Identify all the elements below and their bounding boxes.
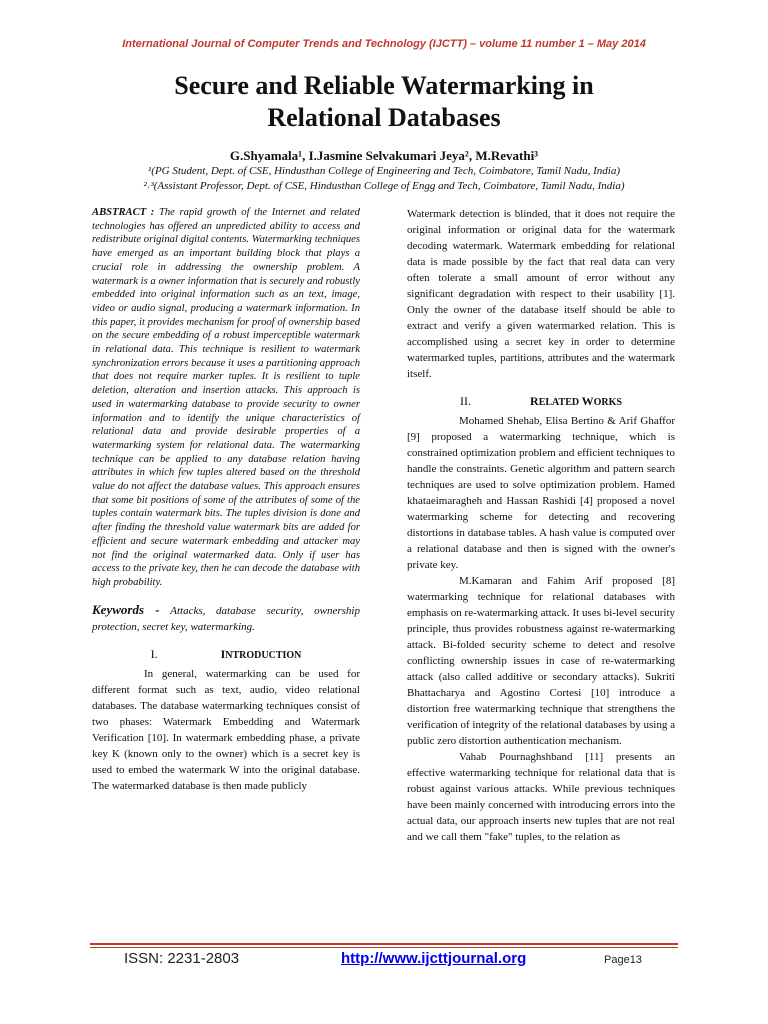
heading-initial-2: W: [581, 394, 594, 408]
heading-rest-2: ORKS: [593, 397, 622, 408]
intro-continuation: Watermark detection is blinded, that it does not require the original information or original data for the watermark decoding watermark. Watermark embedding for relational data is made possible by the fact that real data can very often tolerate a small amount of error without any significant degradation with respect to their usability [1]. Only the owner of the database itself should be able to extract and verify a given watermarked relation. This is accomplished using a secret key in order to determine watermarked tuples, partitions, attributes and the watermark itself.: [407, 208, 675, 380]
footer-divider: [90, 943, 678, 945]
heading-initial: I: [220, 646, 226, 661]
affiliation-1: ¹(PG Student, Dept. of CSE, Hindusthan College of Engineering and Tech, Coimbatore, Tamil Nadu, India): [147, 165, 620, 177]
section-heading-introduction: [92, 647, 360, 662]
intro-paragraph: In general, watermarking can be used for different format such as text, audio, video relational databases. The database watermarking techniques consist of two phases: Watermark Embedding and Watermark Verification [10]. In watermark embedding phase, a private key K (known only to the owner) which is a secret key is used to embed the watermark W into the original database. The watermarked database is then made publicly: [92, 667, 360, 792]
keywords-text: Attacks, database security, ownership protection, secret key, watermarking.: [92, 604, 360, 633]
section-number: I.: [150, 646, 158, 661]
paper-title: [60, 70, 708, 134]
title-line-1: Secure and Reliable Watermarking in: [174, 71, 594, 100]
footer-divider-thin: [90, 947, 678, 948]
heading-rest: ELATED: [538, 397, 582, 408]
abstract-label: ABSTRACT :: [92, 207, 155, 218]
related-paragraph-1: Mohamed Shehab, Elisa Bertino & Arif Ghaffor [9] proposed a watermarking technique, which is constrained optimization problem and efficient techniques to handle the constraints. Genetic algorithm and pattern search techniques are used to solve optimization problem. Hamed khataeimaragheh and Hassan Rashidi [4] proposed a novel watermarking scheme for detecting and recovering distortions in database tables. A hash value is computed over a relational database and then is signed with the owner's private key.: [407, 415, 675, 571]
abstract: [92, 206, 360, 590]
affiliation-2: ²˒³(Assistant Professor, Dept. of CSE, Hindusthan College of Engg and Tech, Coimbatore, Tamil Nadu, India): [143, 180, 625, 192]
heading-initial: R: [530, 394, 539, 408]
abstract-text: The rapid growth of the Internet and related technologies has offered an unpredicted ability to access and redistribute original digital contents. Watermarking techniques have emerged as an important building block that plays a crucial role in addressing the ownership problem. A watermark is a owner information that is securely and robustly embedded into original information such as an text, image, video or audio signal, producing a watermark information. In this paper, it provides mechanism for proof of ownership based on the secure embedding of a robust imperceptible watermark in relational data. This technique is resilient to watermark synchronization errors because it uses a partitioning approach that does not require marker tuples. It is resilient to tuple deletion, alteration and insertion attacks. This approach is used in watermarking database to provide security to owner information and to identify the unique characteristics of relational data and provide desirable properties of a watermarking system for relational data. The watermarking technique can be applied to any database relation having attributes in which few tuples altered based on the threshold value do not affect the database values. This approach ensures that some bit positions of some of the attributes of some of the tuples contain watermark bits. The tuples division is done and after finding the threshold value watermark bits are added for efficient and secure watermark embedding and attacker may not find the original watermarked data. Only if user has access to the private key, then he can decode the database with high probability.: [92, 207, 360, 588]
title-line-2: Relational Databases: [267, 103, 501, 132]
section-heading-related-works: [407, 394, 675, 409]
journal-url-link[interactable]: http://www.ijcttjournal.org: [341, 950, 527, 967]
section-number: II.: [460, 394, 472, 408]
authors: G.Shyamala¹, I.Jasmine Selvakumari Jeya², M.Revathi³: [229, 148, 539, 163]
keywords-label: Keywords -: [92, 601, 160, 617]
page-number: Page13: [604, 954, 642, 966]
heading-rest: NTRODUCTION: [225, 649, 302, 661]
right-column: [407, 206, 675, 845]
issn: ISSN: 2231-2803: [124, 950, 240, 967]
related-paragraph-3: Vahab Pournaghshband [11] presents an effective watermarking technique for relational data that is robust against various attacks. While previous techniques have been mainly concerned with introducing errors into the actual data, our approach inserts new tuples that are not real and we call them "fake" tuples, to the relation as: [407, 751, 675, 843]
related-paragraph-2: M.Kamaran and Fahim Arif proposed [8] watermarking technique for relational databases with emphasis on re-watermarking attack. It uses bi-level security principle, thus provides robustness against re-watermarking attack. Bi-folded security scheme to detect and resolve conflicting ownership issues in case of re-watermarking attack (also called additive or secondary attacks). Sukriti Bhattacharya and Agostino Cortesi [10] introduce a distortion free watermarking technique that strengthens the verification of integrity of the relational databases by using a public zero distortion authentication mechanism.: [407, 575, 675, 747]
journal-header: International Journal of Computer Trends and Technology (IJCTT) – volume 11 number 1 – May 2014: [122, 38, 646, 50]
left-column: [92, 206, 360, 794]
keywords: [92, 602, 360, 635]
